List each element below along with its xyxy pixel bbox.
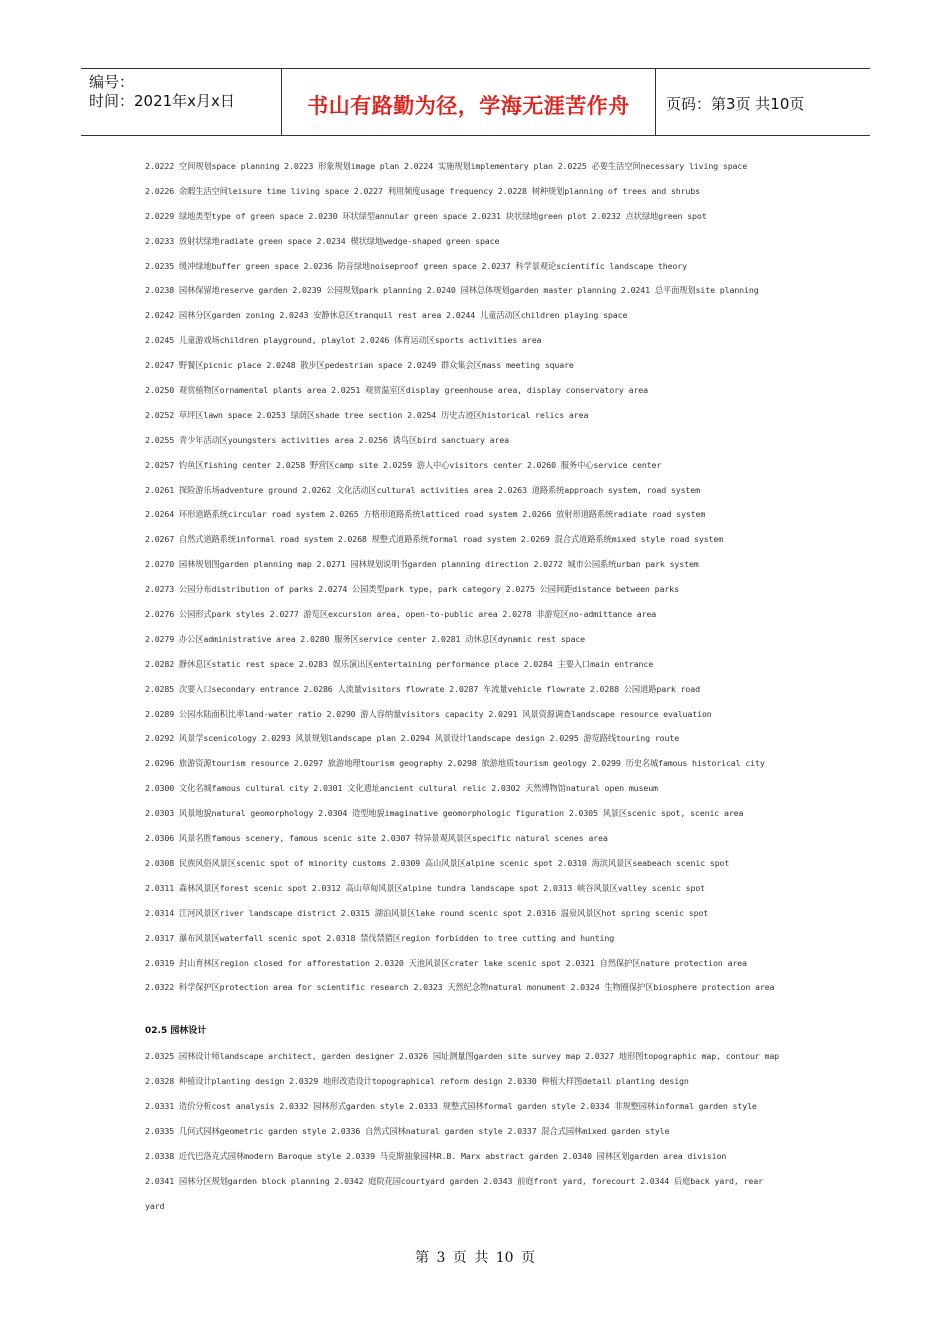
glossary-line: 2.0238 园林保留地reserve garden 2.0239 公园规划park planning 2.0240 园林总体规划garden master planning 2.0241 总平面规划site planning — [145, 285, 759, 296]
glossary-group-a — [145, 161, 815, 1007]
glossary-line: 2.0261 探险游乐场adventure ground 2.0262 文化活动区cultural activities area 2.0263 道路系统approach system, road system — [145, 484, 700, 495]
glossary-line: 2.0306 风景名胜famous scenery, famous scenic site 2.0307 特异景观风景区specific natural scenes area — [145, 833, 608, 844]
glossary-line: 2.0245 儿童游戏场children playground, playlot 2.0246 体育运动区sports activities area — [145, 335, 542, 346]
glossary-line: 2.0250 观赏植物区ornamental plants area 2.0251 观赏温室区display greenhouse area, display conservatory area — [145, 385, 648, 396]
glossary-line: 2.0255 青少年活动区youngsters activities area 2.0256 诱鸟区bird sanctuary area — [145, 434, 510, 445]
glossary-line: 2.0273 公园分布distribution of parks 2.0274 公园类型park type, park category 2.0275 公园间距distance between parks — [145, 584, 679, 595]
glossary-line: 2.0328 种植设计planting design 2.0329 地形改造设计topographical reform design 2.0330 种植大样图detail planting design — [145, 1076, 689, 1087]
glossary-line: 2.0235 缓冲绿地buffer green space 2.0236 防音绿地noiseproof green space 2.0237 科学景观论scientific landscape theory — [145, 260, 687, 271]
header-meta — [81, 69, 282, 135]
glossary-line: 2.0242 园林分区garden zoning 2.0243 安静休息区tranquil rest area 2.0244 儿童活动区children playing space — [145, 310, 628, 321]
glossary-line: 2.0279 办公区administrative area 2.0280 服务区service center 2.0281 动休息区dynamic rest space — [145, 633, 586, 644]
glossary-line: 2.0331 造价分析cost analysis 2.0332 园林形式garden style 2.0333 规整式园林formal garden style 2.0334 非规整园林informal garden style — [145, 1101, 757, 1112]
glossary-line: 2.0317 瀑布风景区waterfall scenic spot 2.0318 禁伐禁猎区region forbidden to tree cutting and hunting — [145, 932, 615, 943]
glossary-line: 2.0296 旅游资源tourism resource 2.0297 旅游地理tourism geography 2.0298 旅游地质tourism geology 2.0299 历史名城famous historical city — [145, 758, 765, 769]
glossary-line: 2.0276 公园形式park styles 2.0277 游览区excursion area, open-to-public area 2.0278 非游览区no-admittance area — [145, 609, 657, 620]
glossary-line: 2.0285 次要入口secondary entrance 2.0286 人流量visitors flowrate 2.0287 车流量vehicle flowrate 2.0288 公园道路park road — [145, 683, 700, 694]
page-footer: 第 3 页 共 10 页 — [415, 1250, 535, 1266]
glossary-line: 2.0335 几何式园林geometric garden style 2.0336 自然式园林natural garden style 2.0337 混合式园林mixed garden style — [145, 1125, 670, 1136]
glossary-line: 2.0303 风景地貌natural geomorphology 2.0304 造型地貌imaginative geomorphologic figuration 2.0305 风景区scenic spot, scenic area — [145, 808, 744, 819]
glossary-line: 2.0270 园林规划图garden planning map 2.0271 园林规划说明书garden planning direction 2.0272 城市公园系统urban park system — [145, 559, 699, 570]
page-header — [81, 68, 870, 136]
glossary-line: 2.0292 风景学scenicology 2.0293 风景规划landscape plan 2.0294 风景设计landscape design 2.0295 游览路线touring route — [145, 733, 680, 744]
glossary-line: 2.0311 森林风景区forest scenic spot 2.0312 高山草甸风景区alpine tundra landscape spot 2.0313 峡谷风景区valley scenic spot — [145, 882, 706, 893]
glossary-line: 2.0338 近代巴洛克式园林modern Baroque style 2.0339 马克斯抽象园林R.B. Marx abstract garden 2.0340 园林区划garden area division — [145, 1150, 727, 1161]
glossary-line: 2.0247 野餐区picnic place 2.0248 散步区pedestrian space 2.0249 群众集会区mass meeting square — [145, 360, 574, 371]
motto: 书山有路勤为径，学海无涯苦作舟 — [282, 69, 656, 135]
glossary-line: 2.0308 民族风俗风景区scenic spot of minority customs 2.0309 高山风景区alpine scenic spot 2.0310 海滨风景区seabeach scenic spot — [145, 857, 730, 868]
glossary-line: 2.0319 封山育林区region closed for afforestation 2.0320 天池风景区crater lake scenic spot 2.0321 自然保护区nature protection area — [145, 957, 747, 968]
glossary-line: 2.0229 绿地类型type of green space 2.0230 环状绿型annular green space 2.0231 块状绿地green plot 2.0232 点状绿地green spot — [145, 210, 707, 221]
glossary-line: 2.0267 自然式道路系统informal road system 2.0268 规整式道路系统formal road system 2.0269 混合式道路系统mixed style road system — [145, 534, 724, 545]
glossary-line: 2.0322 科学保护区protection area for scientific research 2.0323 天然纪念物natural monument 2.0324 生物圈保护区biosphere protection area — [145, 982, 775, 993]
glossary-line: 2.0264 环形道路系统circular road system 2.0265 方格形道路系统latticed road system 2.0266 放射形道路系统radiate road system — [145, 509, 706, 520]
glossary-line: 2.0252 草坪区lawn space 2.0253 绿荫区shade tree section 2.0254 历史古迹区historical relics area — [145, 409, 589, 420]
page-indicator: 页码：第3页 共10页 — [666, 94, 805, 113]
glossary-line: 2.0325 园林设计师landscape architect, garden designer 2.0326 园址测量图garden site survey map 2.0327 地形图topographic map, contour map — [145, 1051, 780, 1062]
glossary-line: 2.0289 公园水陆面积比率land-water ratio 2.0290 游人容纳量visitors capacity 2.0291 风景资源调查landscape resource evaluation — [145, 708, 712, 719]
glossary-body — [145, 161, 815, 1226]
section-title: 02.5 园林设计 — [145, 1026, 207, 1037]
glossary-line: 2.0282 静休息区static rest space 2.0283 娱乐演出区entertaining performance place 2.0284 主要入口main entrance — [145, 658, 654, 669]
glossary-line: 2.0222 空间规划space planning 2.0223 形象规划image plan 2.0224 实施规划implementary plan 2.0225 必要生活空间necessary living space — [145, 161, 748, 171]
time-label: 时间：2021年x月x日 — [89, 92, 235, 110]
glossary-line: yard — [145, 1200, 165, 1211]
glossary-line: 2.0314 江河风景区river landscape district 2.0315 湖泊风景区lake round scenic spot 2.0316 温泉风景区hot spring scenic spot — [145, 907, 709, 918]
glossary-line: 2.0341 园林分区规划garden block planning 2.0342 庭院花园courtyard garden 2.0343 前庭front yard, forecourt 2.0344 后庭back yard, rear — [145, 1175, 763, 1186]
glossary-group-b — [145, 1051, 815, 1225]
glossary-line: 2.0233 放射状绿地radiate green space 2.0234 楔状绿地wedge-shaped green space — [145, 235, 500, 246]
number-label: 编号： — [89, 73, 135, 91]
glossary-line: 2.0257 钓鱼区fishing center 2.0258 野营区camp site 2.0259 游人中心visitors center 2.0260 服务中心service center — [145, 459, 662, 470]
glossary-line: 2.0226 余暇生活空间leisure time living space 2.0227 利用频度usage frequency 2.0228 树种规划planning of trees and shrubs — [145, 185, 700, 196]
glossary-line: 2.0300 文化名城famous cultural city 2.0301 文化遗址ancient cultural relic 2.0302 天然博物馆natural open museum — [145, 783, 658, 794]
